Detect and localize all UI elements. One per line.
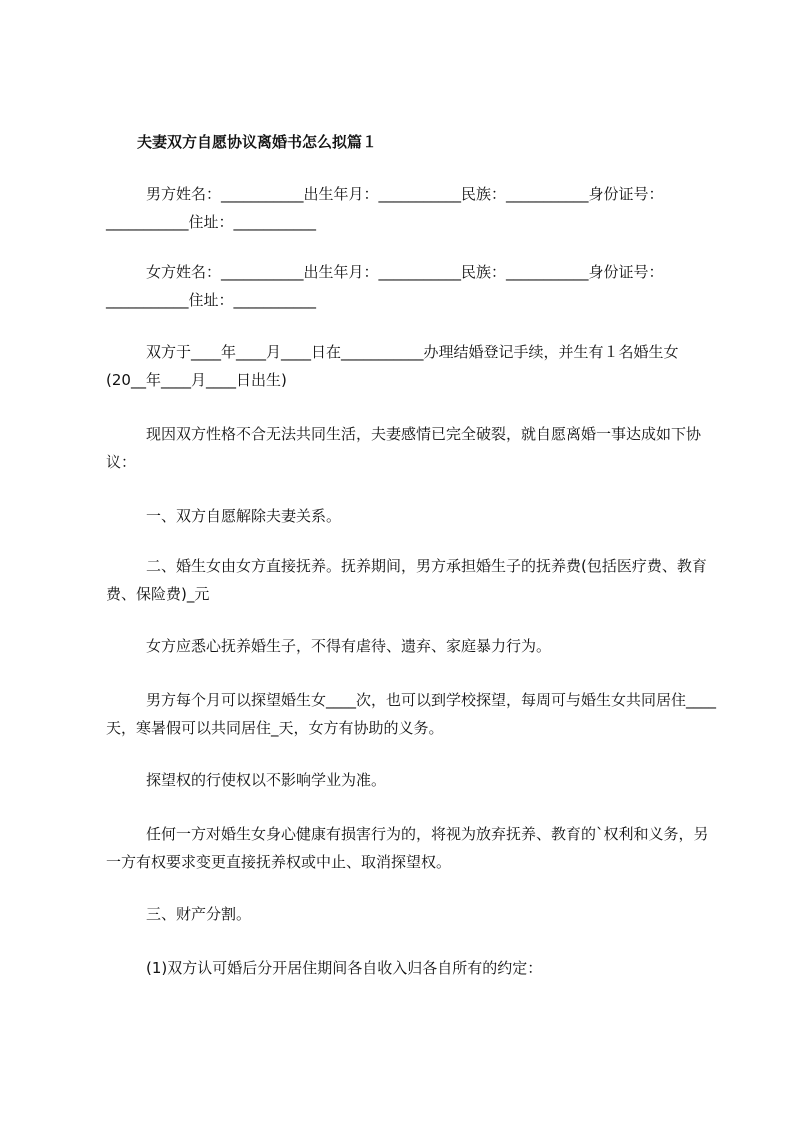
paragraph-harm-clause: 任何一方对婚生女身心健康有损害行为的，将视为放弃抚养、教育的`权利和义务，另一方有权要求变更直接抚养权或中止、取消探望权。 <box>106 825 709 871</box>
paragraph-clause-3: 三、财产分割。 <box>146 905 252 923</box>
paragraph-reason: 现因双方性格不合无法共同生活，夫妻感情已完全破裂，就自愿离婚一事达成如下协议： <box>106 425 702 471</box>
paragraph-property-1: (1)双方认可婚后分开居住期间各自收入归各自所有的约定： <box>146 959 543 977</box>
paragraph-male-info: 男方姓名：___________出生年月：___________民族：___________身份证号：___________住址：___________ <box>106 185 664 231</box>
paragraph-marriage-info: 双方于____年____月____日在___________办理结婚登记手续，并生有１名婚生女(20__年____月____日出生) <box>106 343 679 389</box>
document-title: 夫妻双方自愿协议离婚书怎么拟篇１ <box>137 133 378 151</box>
paragraph-female-info: 女方姓名：___________出生年月：___________民族：___________身份证号：___________住址：___________ <box>106 263 664 309</box>
paragraph-clause-1: 一、双方自愿解除夫妻关系。 <box>146 507 342 525</box>
paragraph-visitation-limit: 探望权的行使权以不影响学业为准。 <box>146 771 387 789</box>
paragraph-clause-2: 二、婚生女由女方直接抚养。抚养期间，男方承担婚生子的抚养费(包括医疗费、教育费、保险费)_元 <box>106 557 707 603</box>
paragraph-visitation: 男方每个月可以探望婚生女____次，也可以到学校探望，每周可与婚生女共同居住____天，寒暑假可以共同居住_天，女方有协助的义务。 <box>106 691 717 737</box>
paragraph-care-duty: 女方应悉心抚养婚生子，不得有虐待、遗弃、家庭暴力行为。 <box>146 637 552 655</box>
